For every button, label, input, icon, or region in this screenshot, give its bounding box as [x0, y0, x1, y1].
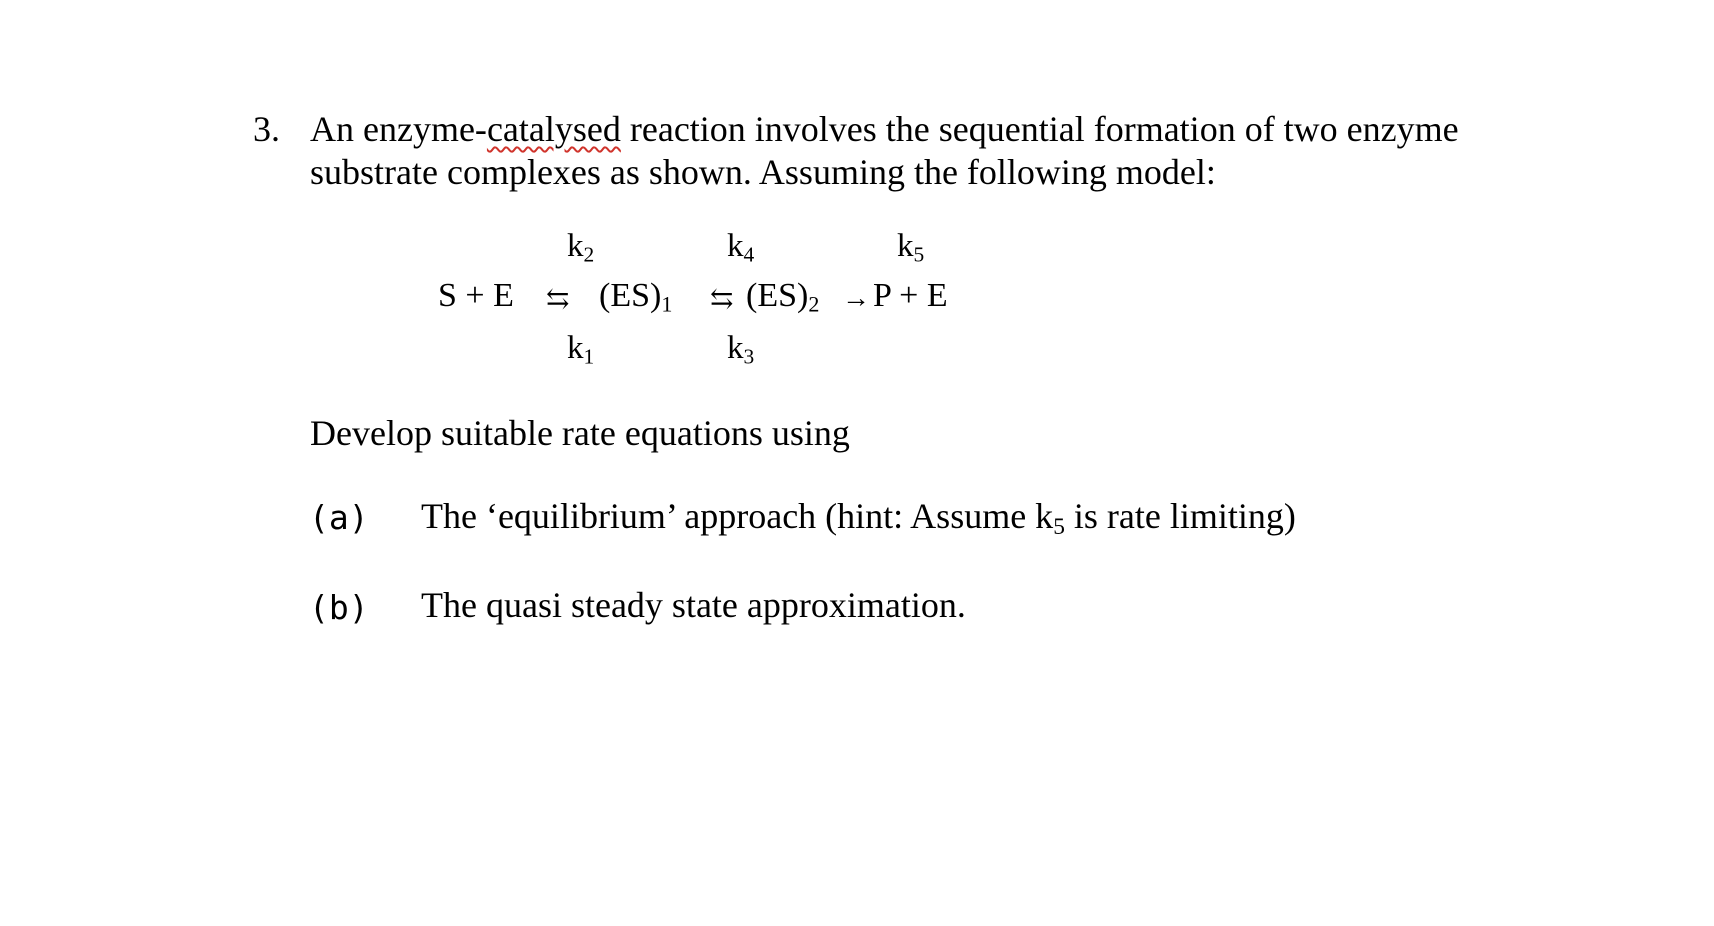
- rate-constant-k4: $k_4$: [727, 228, 755, 267]
- question-line-1: [310, 108, 1459, 150]
- rate-constant-k2: $k_2$: [567, 228, 595, 267]
- rate-constant-k5: $k_5$: [897, 228, 925, 267]
- complex-es1: $(ES)_1$: [599, 277, 673, 317]
- question-line-2: substrate complexes as shown. Assuming the following model:: [310, 152, 1216, 192]
- part-b-text: The quasi steady state approximation.: [421, 585, 966, 625]
- reactants: S + E: [438, 277, 514, 314]
- equilibrium-arrow-2: ⇆: [710, 284, 734, 315]
- part-b-label: (b): [309, 588, 369, 627]
- question-number: 3.: [253, 109, 280, 149]
- products: P + E: [873, 277, 948, 314]
- rate-constant-k3: $k_3$: [727, 330, 755, 369]
- rate-constant-k1: $k_1$: [567, 330, 595, 369]
- instruction-text: Develop suitable rate equations using: [310, 413, 850, 453]
- question-line-1-end: reaction involves the sequential formation of two enzyme: [620, 109, 1459, 149]
- question-line-1-start: An enzyme-: [310, 109, 487, 149]
- part-a-label: (a): [309, 498, 369, 537]
- forward-arrow: →: [842, 283, 870, 314]
- part-a-text: The ‘equilibrium’ approach (hint: Assume $k_5$ is rate limiting): [421, 496, 1296, 540]
- complex-es2: $(ES)_2$: [746, 277, 820, 317]
- spellcheck-word: catalysed: [486, 109, 621, 149]
- equilibrium-arrow-1: ⇆: [546, 284, 570, 315]
